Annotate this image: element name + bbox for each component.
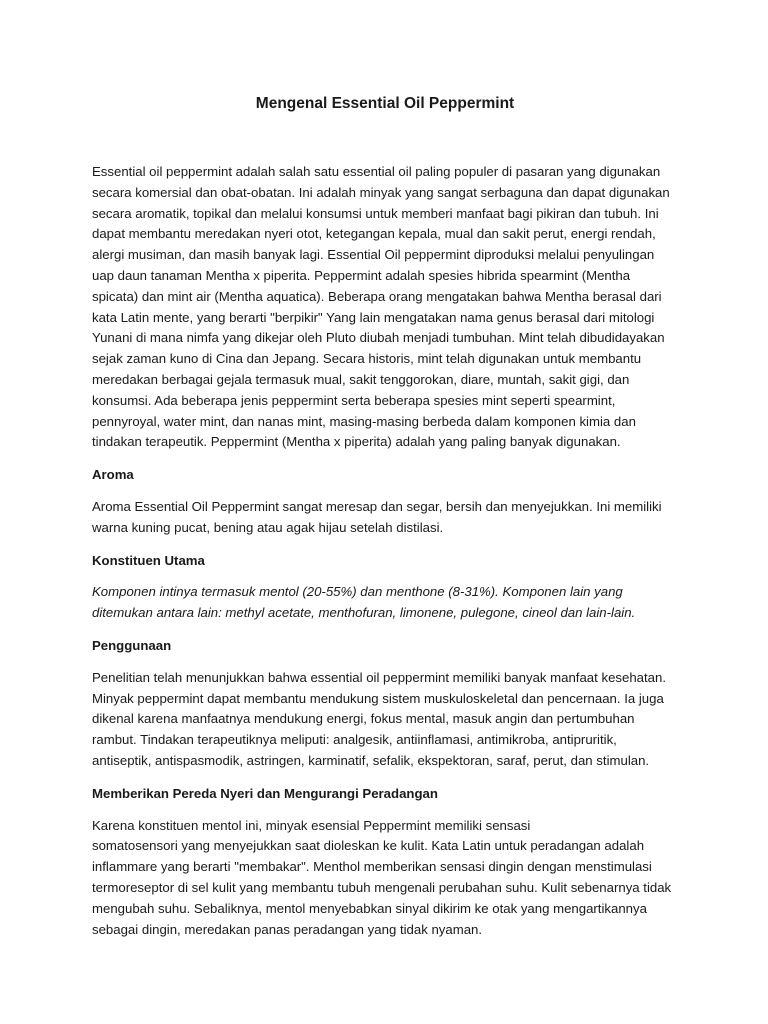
aroma-heading: Aroma bbox=[92, 467, 134, 483]
pereda-text-part-2: somatosensori yang menyejukkan saat dioleskan ke kulit. Kata Latin untuk peradangan adalah inflammare yang berarti "membakar". Menthol memberikan sensasi dingin dengan menstimulasi termoreseptor di sel kulit yang membantu tubuh mengenali perubahan suhu. Kulit sebenarnya tidak mengubah suhu. Sebaliknya, mentol menyebabkan sinyal dikirim ke otak yang mengartikannya sebagai dingin, meredakan panas peradangan yang tidak nyaman. bbox=[92, 838, 672, 937]
konstituen-paragraph: Komponen intinya termasuk mentol (20-55%) dan menthone (8-31%). Komponen lain yang ditemukan antara lain: methyl acetate, menthofuran, limonene, pulegone, cineol dan lain-lain. bbox=[92, 584, 636, 621]
pereda-heading: Memberikan Pereda Nyeri dan Mengurangi Peradangan bbox=[92, 785, 438, 801]
pereda-paragraph bbox=[92, 816, 678, 941]
aroma-paragraph: Aroma Essential Oil Peppermint sangat meresap dan segar, bersih dan menyejukkan. Ini memiliki warna kuning pucat, bening atau agak hijau setelah distilasi. bbox=[92, 498, 662, 535]
intro-paragraph: Essential oil peppermint adalah salah satu essential oil paling populer di pasaran yang digunakan secara komersial dan obat-obatan. Ini adalah minyak yang sangat serbaguna dan dapat digunakan secara aromatik, topikal dan melalui konsumsi untuk memberi manfaat bagi pikiran dan tubuh. Ini dapat membantu meredakan nyeri otot, ketegangan kepala, mual dan sakit perut, energi rendah, alergi musiman, dan masih banyak lagi. Essential Oil peppermint diproduksi melalui penyulingan uap daun tanaman Mentha x piperita. Peppermint adalah spesies hibrida spearmint (Mentha spicata) dan mint air (Mentha aquatica). Beberapa orang mengatakan bahwa Mentha berasal dari kata Latin mente, yang berarti "berpikir" Yang lain mengatakan nama genus berasal dari mitologi Yunani di mana nimfa yang dikejar oleh Pluto diubah menjadi tumbuhan. Mint telah dibudidayakan sejak zaman kuno di Cina dan Jepang. Secara historis, mint telah digunakan untuk membantu meredakan berbagai gejala termasuk mual, sakit tenggorokan, diare, muntah, sakit gigi, dan konsumsi. Ada beberapa jenis peppermint serta beberapa spesies mint seperti spearmint, pennyroyal, water mint, dan nanas mint, masing-masing berbeda dalam komponen kimia dan tindakan terapeutik. Peppermint (Mentha x piperita) adalah yang paling banyak digunakan. bbox=[92, 164, 670, 450]
penggunaan-heading: Penggunaan bbox=[92, 637, 172, 653]
penggunaan-paragraph: Penelitian telah menunjukkan bahwa essential oil peppermint memiliki banyak manfaat kesehatan. Minyak peppermint dapat membantu mendukung sistem muskuloskeletal dan pencernaan. Ia juga dikenal karena manfaatnya mendukung energi, fokus mental, masuk angin dan pertumbuhan rambut. Tindakan terapeutiknya meliputi: analgesik, antiinflamasi, antimikroba, antipruritik, antiseptik, antispasmodik, astringen, karminatif, sefalik, ekspektoran, saraf, perut, dan stimulan. bbox=[92, 669, 666, 768]
konstituen-heading: Konstituen Utama bbox=[92, 552, 205, 568]
document-body bbox=[92, 92, 678, 952]
pereda-text-part-1: Karena konstituen mentol ini, minyak esensial Peppermint memiliki sensasi bbox=[92, 817, 531, 833]
document-title: Mengenal Essential Oil Peppermint bbox=[255, 95, 515, 112]
